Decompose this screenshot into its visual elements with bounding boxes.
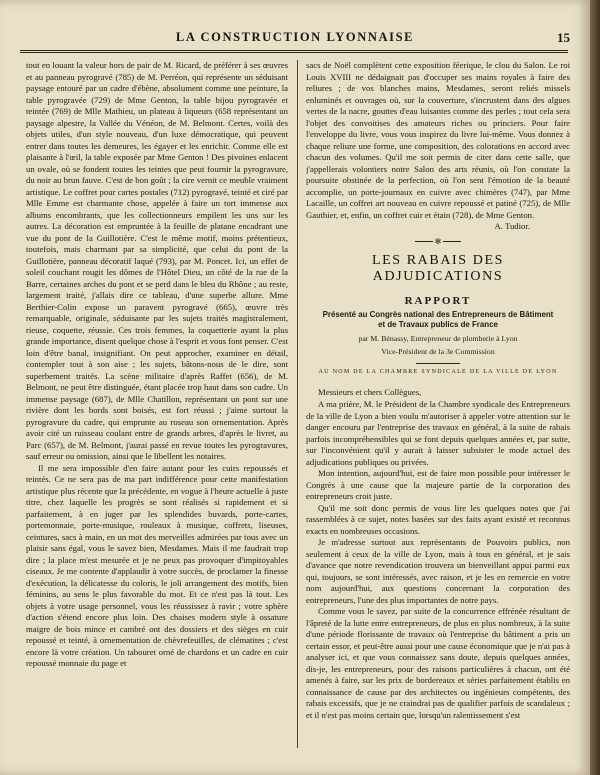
right-paragraph-intro: sacs de Noël complètent cette exposition féerique, le clou du Salon. Le roi Louis XVIII ne dédaignait pas d'occuper ses mains royales à faire des reliures ; de vos blanches mains, Mesdames, seront reliés missels enluminés et ouvrages où, sur la couverture, s'incrustent dans des algues vertes de la nacre, gouttes d'eau luisantes comme des perles ; tout cela sera l'objet des convoitises des amateurs riches ou princiers. Pour faire l'enveloppe du livre, vous vous inspirez du livre lui-même. Vous donnez à chaque reliure une forme, une composition, des colorations en accord avec chacun des volumes. Qu'il me soit permis de citer dans cette salle, que j'appellerais volontiers notre Salon des arts réunis, où l'on constate la poursuite obstinée de la perfection, où l'on sent l'émotion de la beauté accomplie, un porte-journaux en cuivre avec chimères (747), par Mme Lacaille, un coffret art nouveau en cuivre repoussé et patiné (725), de Mlle Gauthier, et, enfin, un coffret cuir et étain (728), de Mme Genton. xyxy=(306,60,570,220)
section-title: LES RABAIS DES ADJUDICATIONS xyxy=(371,252,505,284)
header-rule xyxy=(20,50,568,53)
right-column xyxy=(306,60,570,750)
left-column xyxy=(26,60,288,750)
salutation: Messieurs et chers Collègues, xyxy=(318,386,422,397)
report-subtitle-1: Présenté au Congrès national des Entrepreneurs de Bâtiment xyxy=(322,309,554,319)
report-on-behalf: AU NOM DE LA CHAMBRE SYNDICALE DE LA VILLE DE LYON xyxy=(318,368,558,375)
small-rule xyxy=(416,363,460,364)
report-subtitle-2: et de Travaux publics de France xyxy=(378,320,498,329)
left-paragraph-2: Il me sera impossible d'en faire autant pour les cuirs repoussés et teintés. Ce ne sera pas de ma part indifférence pour cette manifestation artistique plus récente que la précédente, en vogue à l'heure actuelle à juste titre, chez laquelle les progrès se sont réalisés si rapidement et si parfaitement, à en juger par les splendides buvards, porte-cartes, portemonnaie, porte-musique, rouleaux à musique, coffrets, liseuses, ceintures, sacs à main, en un mot des merveilles admirées par tous avec un plaisir sans égal, vous le savez bien, Mesdames. Mais il me faudrait trop dire ; la place m'est mesurée et je ne peux pas provoquer d'impitoyables ciseaux. Je me contente d'applaudir à votre succès, de proclamer la finesse d'exécution, la délicatesse du coloris, le joli arrangement des motifs, bien féminins, au sens le plus favorable du mot. Et ce n'est pas là tout. Les objets à votre usage personnel, vous les réussissez à ravir ; votre sphère d'action s'étend encore plus loin. Des chaises modern style à ossature maigre de bois mince et cambré ont des dossiers et des sièges en cuir repoussé et teinté, à ornementation de chèvrefeuilles, de clématites ; c'est encore là votre création. Un tabouret orné de chardons et un cadre en cuir repoussé monnaie du page et xyxy=(26,462,288,668)
report-author: par M. Bénassy, Entrepreneur de plomberie à Lyon xyxy=(358,333,518,343)
running-header xyxy=(20,30,570,48)
report-paragraph-3: Qu'il me soit donc permis de vous lire les quelques notes que j'ai rassemblées à ce sujet, notes basées sur des faits ayant existé et reconnus exacts en nombreuses occasions. xyxy=(306,502,570,536)
section-separator: ✻ xyxy=(306,237,570,247)
binding-gutter xyxy=(590,0,600,775)
report-author-role: Vice-Président de la 3e Commission xyxy=(381,347,495,356)
report-heading: RAPPORT xyxy=(404,294,472,307)
left-paragraph-1: tout en louant la valeur hors de pair de M. Ricard, de préférer à ses œuvres et au panneau pyrogravé (785) de M. Perréon, qui représente un séduisant paysage entouré par un cadre d'ébène, absolument comme une peinture, la table pyrogravée (729) de Mme Genton, la table bijou pyrogravée et teintée (769) de Mlle Mathieu, un plateau à liqueurs (658 représentant un paysage alpestre, la Vallée du Vénéon, de M. Belmont. Certes, voilà des objets utiles, d'un style nouveau, d'un luxe démocratique, qui peuvent entrer dans toutes les demeures, les égayer et les enrichir. Comme elle est plaisante à l'œil, la table exposée par Mme Genton ! Des pivoines enlacent un ovale, où se fondent toutes les teintes que peut fournir la pyrogravure, du noir au brun fauve. C'est de bon goût ; la cire vernit ce meuble vraiment artistique. Le coffret pour cartes postales (712) pyrogravé, teinté et ciré par Mlle Emme est charmante chose, appelée à faire un tort immense aux albums encombrants, que les collectionneurs empilent les uns sur les autres. La décoration est empruntée à la feuille de platane encadrant une vue du pont de la Guillotière. C'est le même motif, moins prétentieux, toutefois, mais charmant par sa simplicité, que celui du pont de la Guillotière, panneau décoratif laqué (793), par M. Poncet. Ici, un effet de soleil couchant rougit les dômes de l'Hôtel Dieu, un côté de la rue de la Barre, certaines arches du pont et se perd dans le bleu du Rhône ; au reste, largement traité, j'allais dire ce tableau, d'une superbe allure. Mme Berthier-Colin expose un paravent pyrogravé (665), œuvre très remarquable, originale, séduisante par les sujets traités magistralement, rieuse, coquette, réussie. Ces trois femmes, la coquetterie ayant la plus grande importance, disent quelque chose à l'esprit et vous font penser. C'est loin d'être banal, insignifiant. On peut approcher, examiner en détail, contempler tout à son aise ; les sujets, bâtons-nous de le dire, sont superbement traités. La scène militaire d'après Raffet (656), de M. Belmont, ne peut être distinguée, étant placée trop haut dans son cadre. Un immense paysage (687), de Mlle Chatillon, représentant un pont sur une rivière dont les bords sont boisés, est fort réussi ; j'aime surtout la pyrogravure du cadre, qui emprunte au roseau son ornementation. Après avoir cité un ruisseau coulant entre de grands arbres, d'après le livret, au Parc (657), de M. Belmont, j'aurai passé en revue toutes les pyrogravures, sauf erreur ou omission, ainsi que le libellent les notaires. xyxy=(26,60,288,461)
report-paragraph-4: Je m'adresse surtout aux représentants de Pouvoirs publics, non seulement à ceux de la ville de Lyon, mais à tous en général, et je sais d'avance que notre revendication trouvera un bienveillant appui parmi eux qui, toujours, se sont intéressés, avec raison, et je les en remercie en votre nom aujourd'hui, aux questions concernant la corporation des entrepreneurs, l'une des plus importantes de notre pays. xyxy=(306,537,570,605)
page-number: 15 xyxy=(557,30,570,45)
running-title: LA CONSTRUCTION LYONNAISE xyxy=(175,30,415,44)
article-signature: A. Tudior. xyxy=(494,221,530,231)
report-paragraph-1: A ma prière, M. le Président de la Chambre syndicale des Entrepreneurs de la ville de Lyon a bien voulu m'autoriser à appeler votre attention sur le danger encouru par l'entreprise des travaux en général, à la suite de rabais parfois incompréhensibles qui se font depuis quelques années et, par suite, sur l'inconvénient qu'il y aurait à laisser subsister le mode actuel des adjudications publiques ou privées. xyxy=(306,399,570,467)
column-divider xyxy=(297,60,298,748)
report-paragraph-2: Mon intention, aujourd'hui, est de faire mon possible pour intéresser le Congrès à une cause que la majeure partie de la corporation des entrepreneurs croit juste. xyxy=(306,468,570,501)
report-paragraph-5: Comme vous le savez, par suite de la concurrence effrénée résultant de l'âpreté de la lutte entre entrepreneurs, de plus en plus nombreux, à la suite d'une période florissante de travaux où l'entreprise du bâtiment a pris un certain essor, et peut-être aussi pour une cause économique que je n'ai pas à analyser ici, et que vous connaissez sans doute, depuis quelques années, dis-je, les entrepreneurs, pour des raisons particulières à chacun, ont été amenés à faire, sur les prix de bordereaux et séries parfaitement établis en connaissance de cause par des architectes ou ingénieurs compétents, des rabais excessifs, que je ne craindrai pas de qualifier parfois de scandaleux ; et il n'est pas moins certain que, lorsqu'un ralentissement s'est xyxy=(306,606,570,720)
